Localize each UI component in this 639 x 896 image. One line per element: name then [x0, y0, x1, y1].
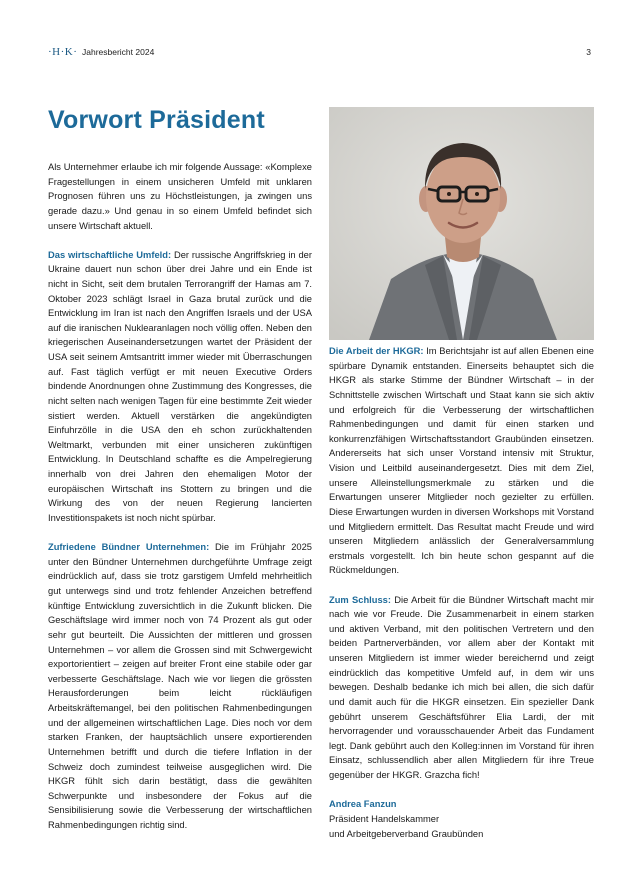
section-text: Die Arbeit für die Bündner Wirtschaft macht mir nach wie vor Freude. Die Zusammenarbeit in einem starken und aktiven Verband, mit den politischen Vertretern und den beiden Partnerverbänden, vor allem aber der Kontakt mit unseren Mitgliedern ist immer wieder bereichernd und zeigt eindrücklich das kompetitive Umfeld auf, in dem wir uns bewegen. Deshalb bedanke ich mich bei allen, die sich dafür und damit auch für die HKGR einsetzen. Ein spezieller Dank gebührt unserem Geschäftsführer Elia Lardi, der mit hervorragender und vorausschauender Arbeit das Fundament legt. Dank gebührt auch den Kolleg:innen im Vorstand für ihren Einsatz, schlussendlich aber allen Mitgliedern für ihre Treue gegenüber der HKGR. Grazcha fich!: [329, 594, 595, 781]
signature-name: Andrea Fanzun: [329, 799, 397, 810]
signature-block: [329, 797, 594, 841]
section-heading: Zum Schluss:: [329, 594, 391, 605]
page-title: Vorwort Präsident: [48, 106, 265, 134]
section-text: Im Berichtsjahr ist auf allen Ebenen eine spürbare Dynamik entstanden. Einerseits behauptet sich die HKGR als starke Stimme der Bündner Wirtschaft – in der Schnittstelle zwischen Wirtschaft und Staat kann sie sich aktiv und erfolgreich für die Verbesserung der wirtschaftlichen Rahmenbedingungen und damit für einen starken und konkurrenzfähigen Wirtschaftsstandort Graubünden einsetzen. Andererseits hat sich unser Vorstand intensiv mit Struktur, Vision und Leitbild auseinandergesetzt. Dies mit dem Ziel, unsere Alleinstellungsmerkmale zu stärken und die Erwartungen unserer Mitglieder noch gezielter zu erfüllen. Diese Erwartungen wurden in diversen Workshops mit Vorstand und Mitgliedern ermittelt. Das Resultat macht Freude und wird unseren Mitgliedern anlässlich der Generalversammlung erstmals vorgestellt. Ich bin heute schon gespannt auf die Rückmeldungen.: [329, 346, 595, 576]
portrait-photo: [329, 107, 594, 340]
signature-role-line1: Präsident Handelskammer: [329, 813, 440, 824]
section-hkgr-work: [329, 344, 594, 578]
section-economic-environment: [48, 248, 312, 526]
hk-logo: ·H·K·: [48, 46, 78, 58]
right-column: [329, 344, 594, 841]
section-conclusion: [329, 593, 594, 783]
signature-role-line2: und Arbeitgeberverband Graubünden: [329, 828, 484, 839]
section-text: Der russische Angriffskrieg in der Ukraine dauert nun schon über drei Jahre und ein Ende ist nicht in Sicht, seit dem brutalen Terrorangriff der Hamas am 7. Oktober 2023 schlägt Israel in Gaza brutal zurück und die Entwicklung im Iran ist nach den Angriffen Israels und der USA auf die iranischen Nuklearanlagen noch völlig offen. Neben den kriegerischen Auseinandersetzungen wartet der Präsident der USA seit seinem Amtsantritt immer wieder mit Überraschungen auf. Fast täglich verfügt er mit neuen Executive Orders bindende Anordnungen ohne Zustimmung des Kongresses, die nicht selten nach wenigen Tagen für eine bestimmte Zeit wieder sistiert werden. Aktuell verstärken die angekündigten Einfuhrzölle in die USA den eh schon zurückhaltenden Weltmarkt, verbunden mit einer unsicheren zukünftigen Entwicklung. In Deutschland schaffte es die Ampelregierung innerhalb von drei Jahren den ehemaligen Motor der europäischen Wirtschaft ins Stottern zu bringen und die Wirkung des von der neuen Regierung lancierten Investitionspakets ist noch nicht spürbar.: [48, 249, 312, 523]
left-column: [48, 160, 312, 847]
section-satisfied-companies: [48, 540, 312, 833]
section-heading: Die Arbeit der HKGR:: [329, 346, 424, 356]
section-heading: Zufriedene Bündner Unternehmen:: [48, 542, 210, 553]
section-heading: Das wirtschaftliche Umfeld:: [48, 249, 172, 260]
section-text: Die im Frühjahr 2025 unter den Bündner Unternehmen durchgeführte Umfrage zeigt eindrücklich auf, dass sie trotz garstigem Umfeld mehrheitlich gut unterwegs sind und trotz fehlender Anzeichen betreffend künftige Entwicklung zuversichtlich in die Zukunft blicken. Die Geschäftslage wird immer noch von 74 Prozent als gut oder sehr gut beurteilt. Die Aussichten der mittleren und grossen Unternehmen – vor allem die Grossen sind mit Schwergewicht exportorientiert – zeigen auf breiter Front eine stabile oder gar verbesserte Geschäftslage. Nach wie vor liegen die grössten Herausforderungen beim leicht rückläufigen Arbeitskräftemangel, bei den politischen Rahmenbedingungen und der allgemeinen wirtschaftlichen Lage. Dies noch vor dem starken Franken, der hauptsächlich unsere exportierenden Unternehmen betrifft und durch die tiefere Inflation in der Schweiz doch zumindest teilweise ausgeglichen wird. Die HKGR fühlt sich darin bestätigt, dass die gewählten Schwerpunkte und insbesondere der Fokus auf die Sensibilisierung sowie die Verbesserung der wirtschaftlichen Rahmenbedingungen richtig sind.: [48, 542, 312, 831]
page-header: [48, 46, 591, 60]
page-number: 3: [586, 47, 591, 57]
intro-paragraph: Als Unternehmer erlaube ich mir folgende Aussage: «Komplexe Fragestellungen in einem unsicheren Umfeld mit unklaren Prognosen führen uns zu Höchstleistungen, ja zwingen uns gerade dazu.» Und genau in so einem Umfeld befindet sich unsere Wirtschaft aktuell.: [48, 162, 312, 231]
report-title: Jahresbericht 2024: [82, 47, 155, 57]
portrait-illustration: [329, 107, 594, 340]
